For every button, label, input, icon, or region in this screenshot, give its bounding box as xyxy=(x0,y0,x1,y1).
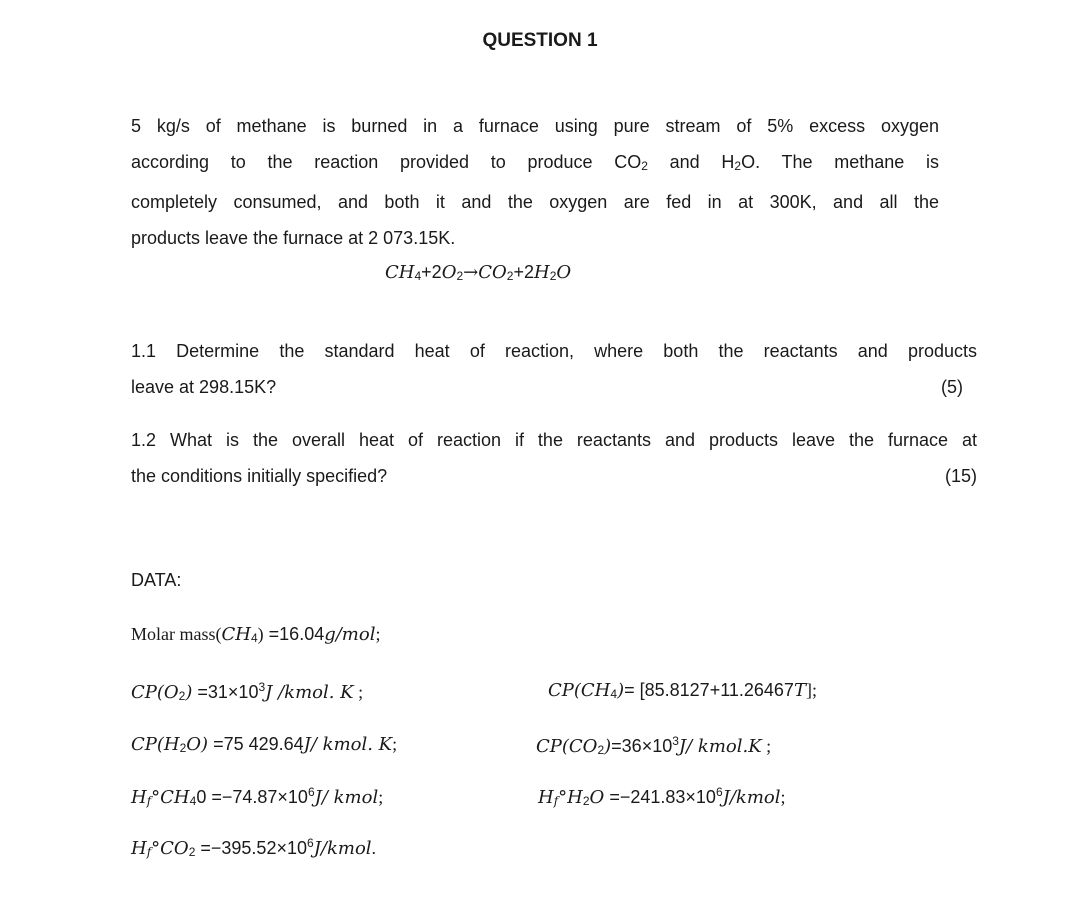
h2o-subscript: 2 xyxy=(734,159,742,173)
question-1-2-marks: (15) xyxy=(944,466,977,486)
hf-h2o-symbol-2: O xyxy=(589,787,605,808)
hf-h2o-symbol: °H xyxy=(558,787,583,808)
cp-ch4-close: ) xyxy=(617,680,625,701)
reaction-ch-sub: 4 xyxy=(414,269,422,283)
cp-ch4-value: = [85.8127+11.26467 xyxy=(624,680,794,700)
question-title: QUESTION 1 xyxy=(482,30,598,51)
hf-ch4-exp: 6 xyxy=(307,785,315,799)
hf-co2-sub: 2 xyxy=(188,845,196,859)
molar-mass-value: =16.04 xyxy=(263,624,325,644)
reaction-h: H xyxy=(534,262,550,283)
reaction-h-sub: 2 xyxy=(549,269,557,283)
cp-co2-value: =36×10 xyxy=(611,736,673,756)
molar-mass-row xyxy=(131,624,380,645)
hf-ch4-f: f xyxy=(146,794,152,808)
cp-h2o-end: ; xyxy=(392,734,398,754)
molar-mass-unit: g/mol xyxy=(324,624,376,645)
hf-co2-f: f xyxy=(146,845,152,859)
hf-co2-unit: J/kmol xyxy=(313,838,372,859)
reaction-o-2: O xyxy=(556,262,572,283)
hf-h2o-sub: 2 xyxy=(582,794,590,808)
hf-h2o-h: H xyxy=(538,787,554,808)
molar-mass-end: ; xyxy=(375,624,381,644)
data-heading: DATA: xyxy=(131,570,182,590)
hf-h2o-value: =−241.83×10 xyxy=(604,787,716,807)
question-1-2-line-1: 1.2 What is the overall heat of reaction if the reactants and products leave the furnace at xyxy=(131,430,977,450)
hf-h2o-f: f xyxy=(553,794,559,808)
cp-o2-exp: 3 xyxy=(258,680,266,694)
hf-co2-end: . xyxy=(371,838,377,858)
question-1-2 xyxy=(131,422,977,494)
cp-ch4-sub: 4 xyxy=(610,687,618,701)
cp-o2-value: =31×10 xyxy=(192,682,259,702)
cp-h2o-value: =75 429.64 xyxy=(208,734,304,754)
cp-ch4-t: T xyxy=(793,680,806,701)
reaction-plus-1: +2 xyxy=(421,262,442,282)
intro-line-4: products leave the furnace at 2 073.15K. xyxy=(131,228,456,248)
hf-co2-symbol: °CO xyxy=(151,838,189,859)
cp-o2-unit: J /kmol. K xyxy=(265,682,354,703)
cp-co2-exp: 3 xyxy=(672,734,679,748)
hf-h2o-row xyxy=(538,785,786,808)
hf-ch4-h: H xyxy=(131,787,147,808)
intro-line-1: 5 kg/s of methane is burned in a furnace using pure stream of 5% excess oxygen xyxy=(131,116,939,136)
reaction-ch: CH xyxy=(385,262,415,283)
cp-ch4-symbol: CP(CH xyxy=(548,680,611,701)
cp-o2-symbol: CP(O xyxy=(131,682,179,703)
question-1-1 xyxy=(131,333,977,405)
intro-line-3: completely consumed, and both it and the oxygen are fed in at 300K, and all the xyxy=(131,192,939,212)
co2-subscript: 2 xyxy=(641,159,648,173)
cp-o2-end: ; xyxy=(353,682,364,702)
cp-h2o-symbol: CP(H xyxy=(131,734,180,755)
intro-line-2c: and H xyxy=(647,152,735,172)
molar-mass-close: ) xyxy=(257,624,264,644)
molar-mass-symbol: CH xyxy=(221,624,251,645)
hf-ch4-value: 0 =−74.87×10 xyxy=(196,787,308,807)
hf-ch4-unit: J/ kmol xyxy=(314,787,379,808)
cp-co2-row xyxy=(536,734,771,757)
hf-co2-row xyxy=(131,836,376,859)
molar-mass-sub: 4 xyxy=(250,631,258,645)
molar-mass-label: Molar mass( xyxy=(131,624,222,644)
cp-co2-close: ) xyxy=(604,736,612,757)
cp-o2-row xyxy=(131,680,363,703)
hf-ch4-end: ; xyxy=(378,787,384,807)
intro-paragraph xyxy=(131,108,939,256)
reaction-co: CO xyxy=(478,262,507,283)
cp-ch4-row xyxy=(548,680,817,701)
reaction-o-sub: 2 xyxy=(456,269,464,283)
cp-co2-symbol: CP(CO xyxy=(536,736,598,757)
hf-ch4-row xyxy=(131,785,383,808)
hf-co2-exp: 6 xyxy=(307,836,314,850)
hf-h2o-exp: 6 xyxy=(715,785,723,799)
hf-h2o-end: ; xyxy=(780,787,786,807)
reaction-arrow: → xyxy=(463,262,479,283)
cp-h2o-sub: 2 xyxy=(179,741,187,755)
reaction-o: O xyxy=(441,262,457,283)
question-1-1-marks: (5) xyxy=(941,377,963,397)
intro-line-2a: according to the reaction provided to produce CO xyxy=(131,152,642,172)
cp-co2-unit: J/ kmol.K xyxy=(678,736,762,757)
cp-h2o-symbol-2: O) xyxy=(186,734,209,755)
reaction-equation xyxy=(0,262,1080,283)
cp-ch4-end: ]; xyxy=(805,680,817,700)
cp-o2-sub: 2 xyxy=(178,689,186,703)
question-1-2-line-2: the conditions initially specified? xyxy=(131,466,388,486)
reaction-co-sub: 2 xyxy=(506,269,514,283)
cp-o2-close: ) xyxy=(185,682,193,703)
hf-ch4-symbol: °CH xyxy=(151,787,190,808)
cp-co2-end: ; xyxy=(761,736,772,756)
cp-h2o-unit: J/ kmol. K xyxy=(303,734,393,755)
cp-h2o-row xyxy=(131,734,397,755)
hf-co2-h: H xyxy=(131,838,147,859)
hf-ch4-sub: 4 xyxy=(189,794,197,808)
intro-line-2e: O. The methane is xyxy=(741,152,939,172)
question-1-1-line-1: 1.1 Determine the standard heat of reaction, where both the reactants and products xyxy=(131,341,977,361)
hf-h2o-unit: J/kmol xyxy=(722,787,781,808)
cp-co2-sub: 2 xyxy=(597,743,605,757)
intro-line-2 xyxy=(131,144,939,184)
hf-co2-value: =−395.52×10 xyxy=(195,838,307,858)
question-1-1-line-2: leave at 298.15K? xyxy=(131,377,277,397)
reaction-plus-2: +2 xyxy=(513,262,534,282)
